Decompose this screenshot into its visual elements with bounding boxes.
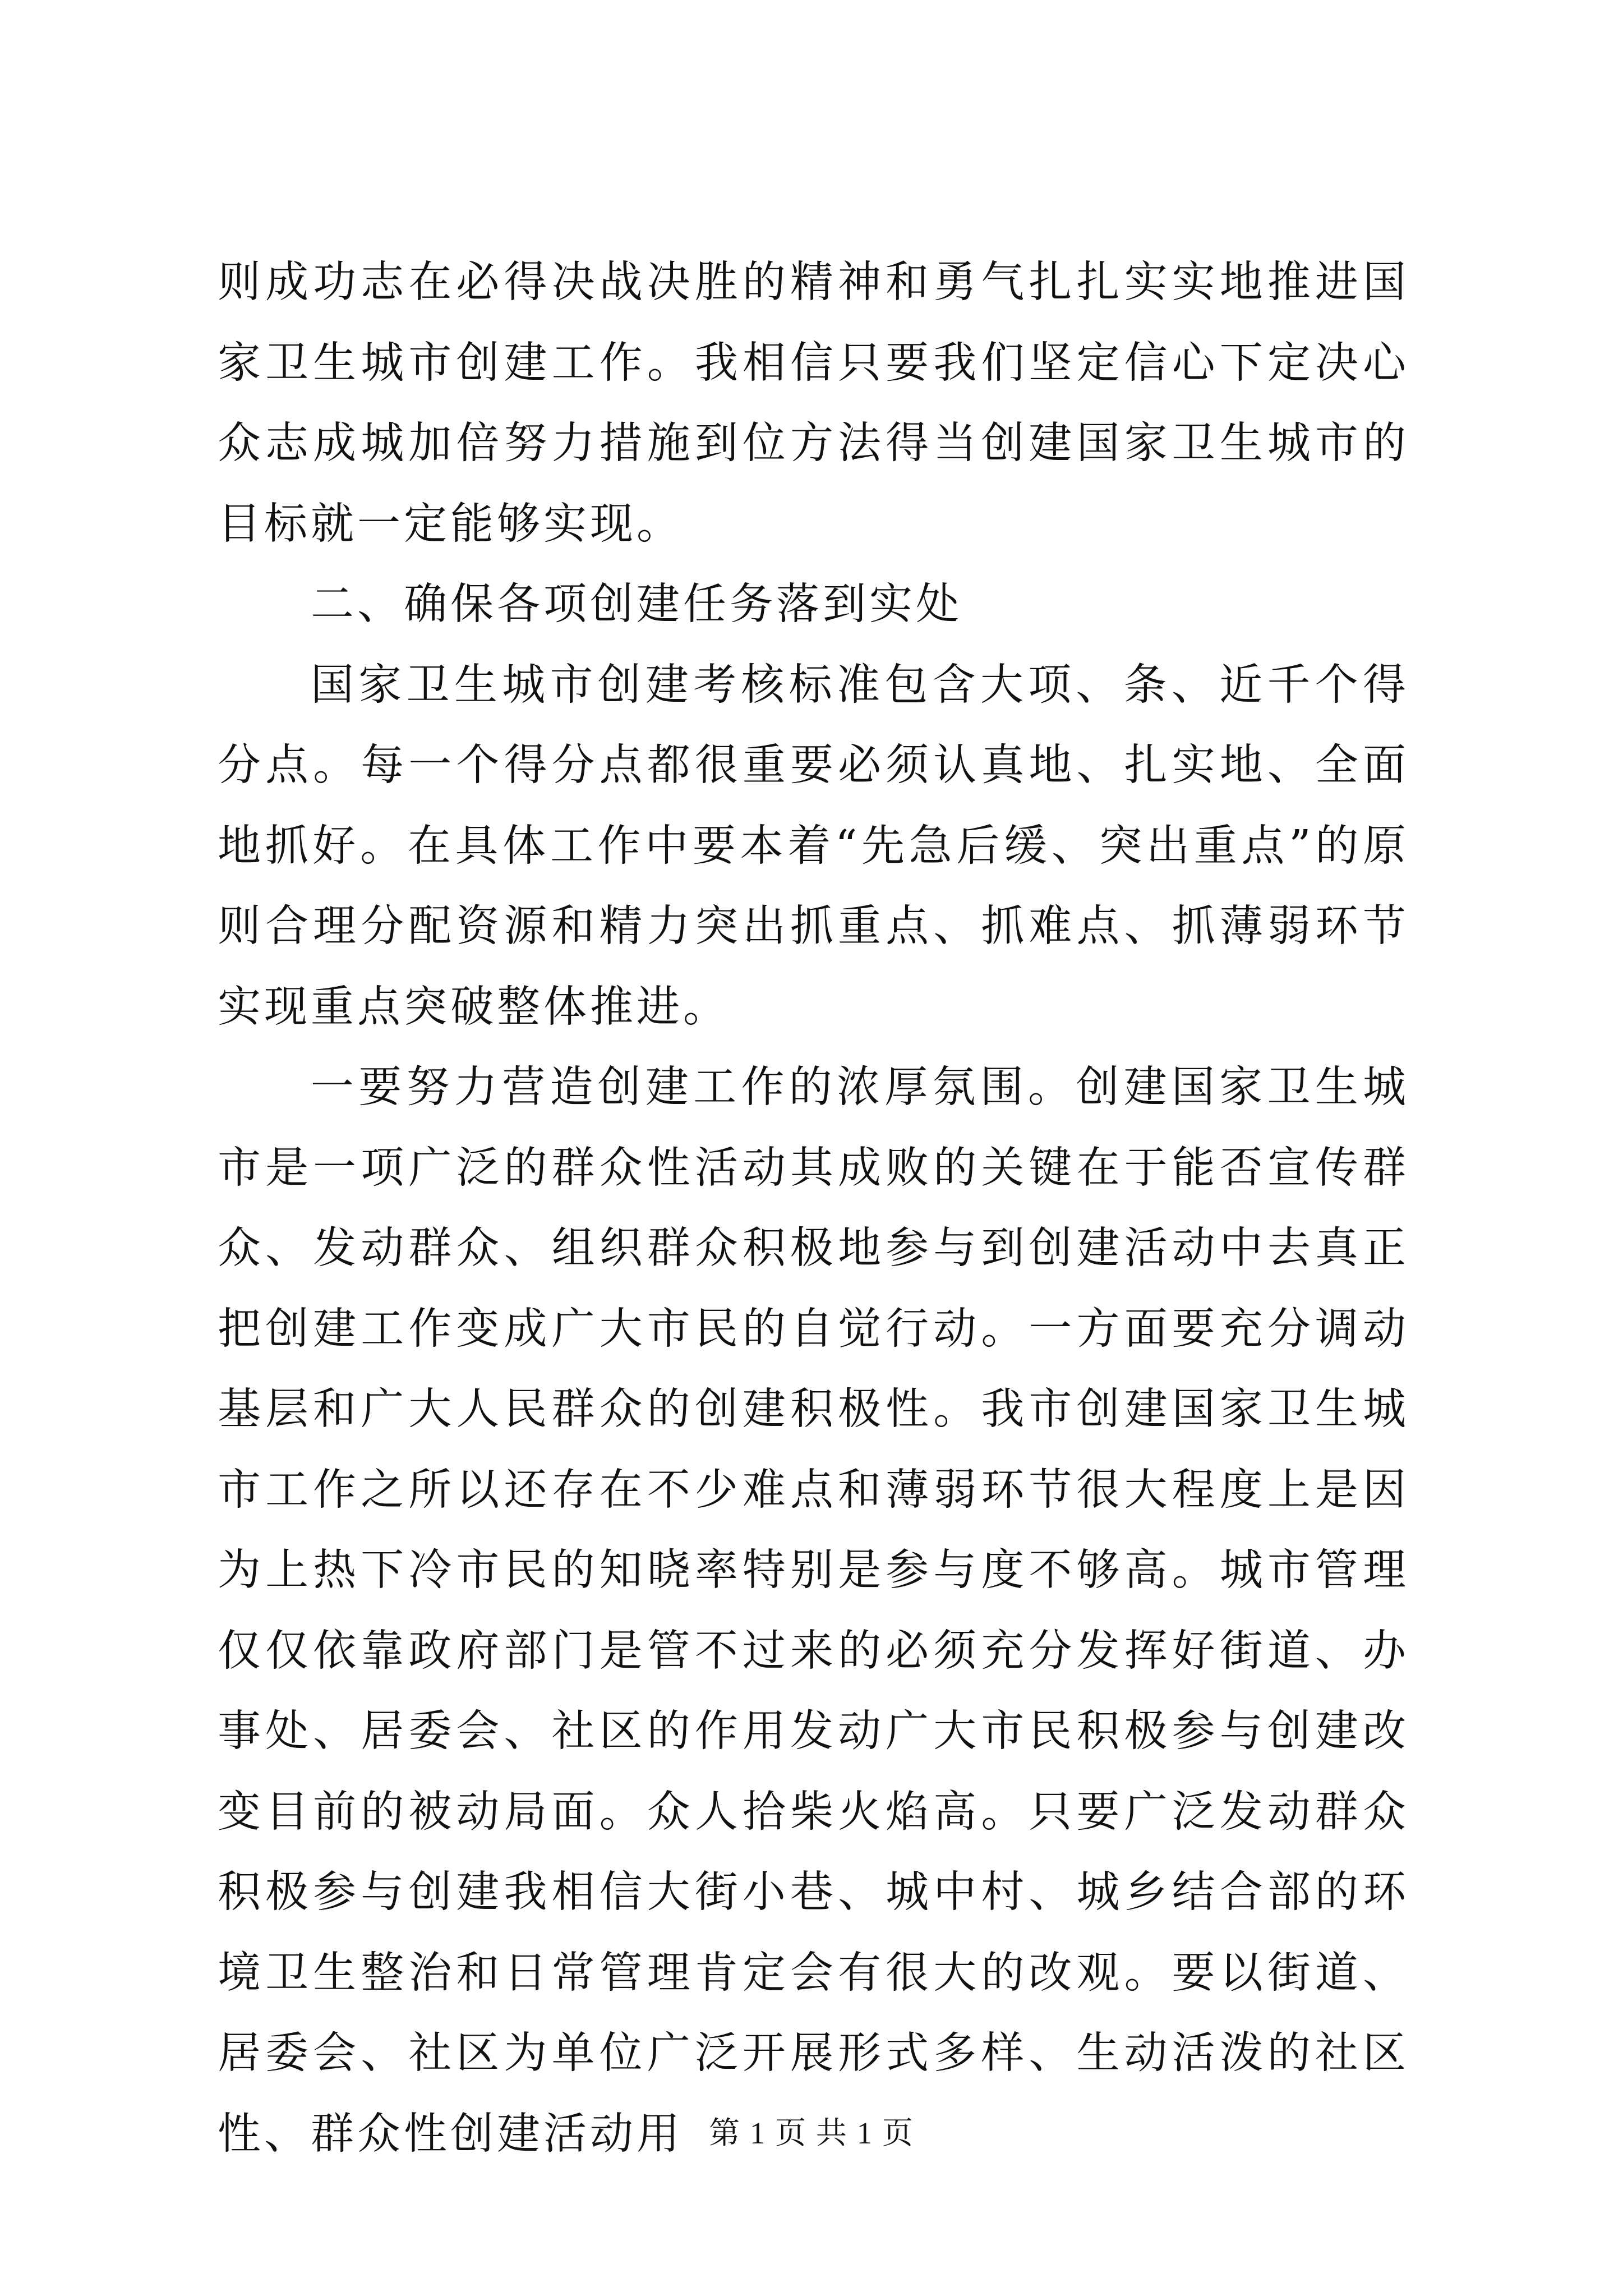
document-body xyxy=(218,242,1409,2174)
paragraph-atmosphere: 一要努力营造创建工作的浓厚氛围。创建国家卫生城市是一项广泛的群众性活动其成败的关键在于能否宣传群众、发动群众、组织群众积极地参与到创建活动中去真正把创建工作变成广大市民的自觉行动。一方面要充分调动基层和广大人民群众的创建积极性。我市创建国家卫生城市工作之所以还存在不少难点和薄弱环节很大程度上是因为上热下冷市民的知晓率特别是参与度不够高。城市管理仅仅依靠政府部门是管不过来的必须充分发挥好街道、办事处、居委会、社区的作用发动广大市民积极参与创建改变目前的被动局面。众人拾柴火焰高。只要广泛发动群众积极参与创建我相信大街小巷、城中村、城乡结合部的环境卫生整治和日常管理肯定会有很大的改观。要以街道、居委会、社区为单位广泛开展形式多样、生动活泼的社区性、群众性创建活动用 xyxy=(218,1062,1409,2159)
paragraph-standards: 国家卫生城市创建考核标准包含大项、条、近千个得分点。每一个得分点都很重要必须认真地、扎实地、全面地抓好。在具体工作中要本着“先急后缓、突出重点”的原则合理分配资源和精力突出抓重点、抓难点、抓薄弱环节实现重点突破整体推进。 xyxy=(218,660,1409,1032)
paragraph-continuation: 则成功志在必得决战决胜的精神和勇气扎扎实实地推进国家卫生城市创建工作。我相信只要我们坚定信心下定决心众志成城加倍努力措施到位方法得当创建国家卫生城市的目标就一定能够实现。 xyxy=(218,257,1409,549)
section-heading: 二、确保各项创建任务落到实处 xyxy=(311,579,962,629)
page-footer: 第 1 页 共 1 页 xyxy=(709,2116,914,2150)
